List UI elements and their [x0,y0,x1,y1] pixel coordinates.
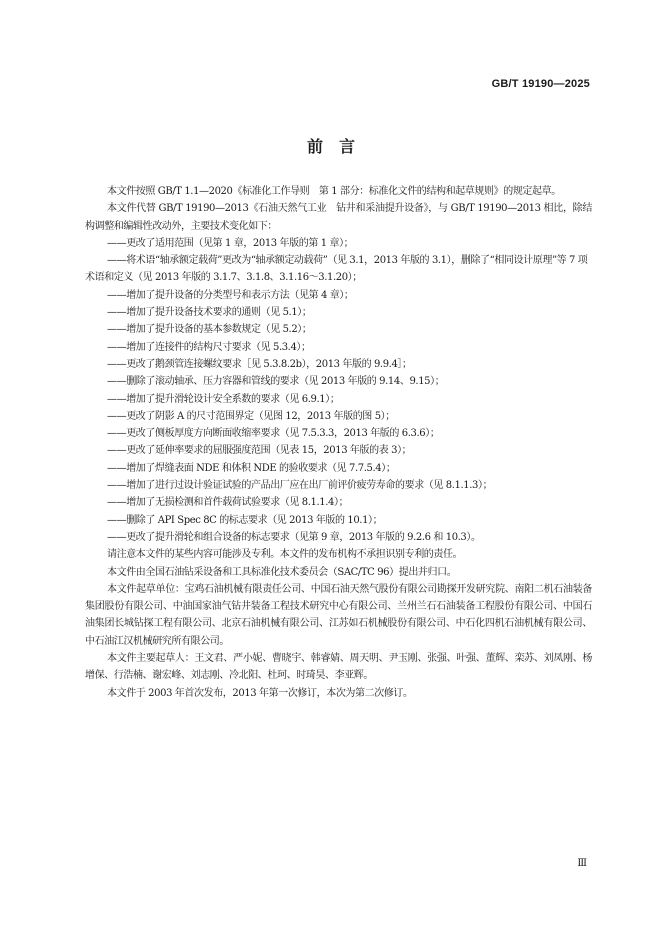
foreword-body [85,183,592,702]
change-item: ——增加了提升设备的基本参数规定（见 5.2）； [107,324,312,336]
drafting-rules-paragraph: 本文件按照 GB/T 1.1—2020《标准化工作导则 第 1 部分：标准化文件的结构和起草规则》的规定起草。 [107,186,561,197]
standard-number: GB/T 19190—2025 [491,78,590,90]
change-item: ——更改了鹅颈管连接螺纹要求［见 5.3.8.2b），2013 年版的 9.9.4］； [107,358,412,370]
change-item: ——更改了延伸率要求的屈服强度范围（见表 15，2013 年版的表 3）； [107,445,412,457]
drafting-units-paragraph: 本文件起草单位：宝鸡石油机械有限责任公司、中国石油天然气股份有限公司勘探开发研究院、南阳二机石油装备集团股份有限公司、中油国家油气钻井装备工程技术研究中心有限公司、兰州兰石石油装备工程股份有限公司、中国石油集团长城钻探工程有限公司、北京石油机械有限公司、江苏如石机械股份有限公司、中石化四机石油机械有限公司、中石油江汉机械研究所有限公司。 [85,583,592,647]
change-item: ——将术语“轴承额定载荷”更改为“轴承额定动载荷”（见 3.1，2013 年版的 3.1），删除了“相同设计原理”等 7 项术语和定义（见 2013 年版的 3.1.7、3.1.8、3.1.16～3.1.20）； [85,255,588,284]
change-item: ——增加了无损检测和首件载荷试验要求（见 8.1.1.4）； [107,497,349,509]
page-number: Ⅲ [577,858,587,869]
change-item: ——增加了连接件的结构尺寸要求（见 5.3.4）； [107,341,311,353]
change-item: ——删除了滚动轴承、压力容器和管线的要求（见 2013 年版的 9.14、9.15）； [107,376,445,388]
replacement-paragraph: 本文件代替 GB/T 19190—2013《石油天然气工业 钻井和采油提升设备》，与 GB/T 19190—2013 相比，除结构调整和编辑性改动外，主要技术变化如下： [85,203,592,232]
change-item: ——增加了提升设备技术要求的通则（见 5.1）； [107,307,312,319]
change-item: ——增加了提升滑轮设计安全系数的要求（见 6.9.1）； [107,393,340,405]
change-item: ——删除了 API Spec 8C 的标志要求（见 2013 年版的 10.1）； [107,514,383,526]
change-item: ——更改了提升滑轮和组合设备的标志要求（见第 9 章，2013 年版的 9.2.6 和 10.3）。 [107,531,481,543]
change-item: ——更改了侧板厚度方向断面收缩率要求（见 7.5.3.3，2013 年版的 6.3.6）； [107,428,440,440]
page-title: 前 言 [306,137,355,156]
drafters-paragraph: 本文件主要起草人：王文君、严小妮、曹晓宇、韩睿婧、周天明、尹玉刚、张强、叶强、董辉、栾苏、刘凤刚、杨增保、行浩楠、谢宏峰、刘志刚、冷北阳、杜珂、时琦昊、李亚辉。 [85,653,592,682]
change-item: ——更改了适用范围（见第 1 章，2013 年版的第 1 章）； [107,237,354,249]
change-item: ——更改了阴影 A 的尺寸范围界定（见图 12，2013 年版的图 5）； [107,410,395,422]
history-paragraph: 本文件于 2003 年首次发布，2013 年第一次修订，本次为第二次修订。 [107,687,413,699]
proposer-paragraph: 本文件由全国石油钻采设备和工具标准化技术委员会（SAC/TC 96）提出并归口。 [107,566,457,578]
change-item: ——增加了提升设备的分类型号和表示方法（见第 4 章）； [107,289,354,301]
change-item: ——增加了进行过设计验证试验的产品出厂应在出厂前评价疲劳寿命的要求（见 8.1.1.3）； [107,480,493,492]
change-item: ——增加了焊缝表面 NDE 和体积 NDE 的验收要求（见 7.7.5.4）； [107,462,396,474]
patent-notice: 请注意本文件的某些内容可能涉及专利。本文件的发布机构不承担识别专利的责任。 [107,549,463,561]
